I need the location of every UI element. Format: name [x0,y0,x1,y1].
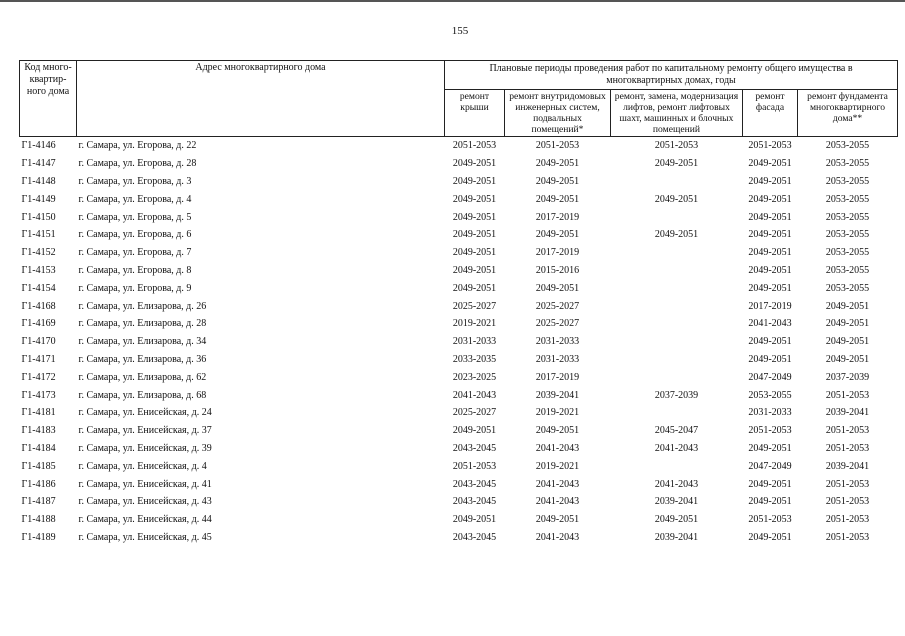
table-row [20,297,898,315]
table-row [20,440,898,458]
cell-address: г. Самара, ул. Егорова, д. 6 [78,229,192,241]
cell-facade: 2049-2051 [748,193,792,205]
cell-elevators: 2051-2053 [611,137,743,155]
cell-foundation: 2053-2055 [825,175,870,187]
cell-code: Г1-4171 [21,353,56,365]
cell-code: Г1-4186 [21,478,56,490]
cell-engineering: 2049-2051 [535,229,580,241]
cell-foundation: 2053-2055 [825,193,870,205]
cell-address: г. Самара, ул. Егорова, д. 9 [78,282,192,294]
cell-engineering: 2015-2016 [535,264,580,276]
cell-elevators [611,351,743,369]
cell-engineering: 2049-2051 [535,193,580,205]
cell-foundation: 2053-2055 [825,247,870,259]
cell-code: Г1-4147 [21,158,56,170]
cell-elevators [611,262,743,280]
cell-roof: 2049-2051 [452,514,497,526]
cell-foundation: 2037-2039 [825,371,870,383]
cell-elevators: 2049-2051 [654,514,699,526]
cell-elevators [611,368,743,386]
cell-foundation: 2053-2055 [825,282,870,294]
table-row [20,137,898,155]
table-row [20,208,898,226]
cell-foundation: 2053-2055 [825,264,870,276]
cell-code: Г1-4146 [20,137,77,155]
cell-roof: 2051-2053 [445,137,505,155]
cell-address: г. Самара, ул. Елизарова, д. 28 [78,318,207,330]
cell-code: Г1-4148 [21,175,56,187]
cell-engineering: 2031-2033 [535,353,580,365]
cell-code: Г1-4170 [21,336,56,348]
cell-elevators [611,244,743,262]
cell-elevators: 2041-2043 [654,442,699,454]
cell-elevators [611,279,743,297]
cell-engineering: 2049-2051 [535,514,580,526]
cell-address: г. Самара, ул. Егорова, д. 5 [78,211,192,223]
cell-facade: 2049-2051 [748,353,792,365]
table-row [20,190,898,208]
header-foundation: ремонт фундамента многоквартирного дома** [798,90,898,137]
cell-facade: 2047-2049 [748,460,792,472]
cell-foundation: 2039-2041 [825,407,870,419]
cell-roof: 2043-2045 [452,442,497,454]
cell-facade: 2049-2051 [748,282,792,294]
cell-address: г. Самара, ул. Енисейская, д. 4 [78,460,207,472]
cell-engineering: 2017-2019 [535,247,580,259]
cell-roof: 2043-2045 [452,496,497,508]
cell-facade: 2053-2055 [748,389,792,401]
cell-code: Г1-4189 [21,531,56,543]
cell-foundation: 2053-2055 [825,158,870,170]
cell-facade: 2049-2051 [748,478,792,490]
cell-address: г. Самара, ул. Егорова, д. 7 [78,247,192,259]
cell-elevators [611,333,743,351]
cell-foundation: 2049-2051 [825,353,870,365]
cell-address: г. Самара, ул. Енисейская, д. 37 [78,425,212,437]
cell-roof: 2041-2043 [452,389,497,401]
table-row [20,279,898,297]
cell-address: г. Самара, ул. Егорова, д. 8 [78,264,192,276]
cell-roof: 2049-2051 [452,282,497,294]
cell-foundation: 2049-2051 [825,336,870,348]
cell-facade: 2049-2051 [748,175,792,187]
cell-engineering: 2041-2043 [535,531,580,543]
table-row [20,511,898,529]
table-row [20,493,898,511]
header-address: Адрес многоквартирного дома [77,61,445,137]
table-row [20,226,898,244]
cell-elevators: 2041-2043 [654,478,699,490]
cell-roof: 2049-2051 [452,211,497,223]
cell-roof: 2049-2051 [452,158,497,170]
cell-facade: 2049-2051 [748,158,792,170]
table-row [20,386,898,404]
cell-code: Г1-4151 [21,229,56,241]
cell-facade: 2051-2053 [748,425,792,437]
cell-address: г. Самара, ул. Енисейская, д. 24 [78,407,212,419]
cell-foundation: 2053-2055 [825,229,870,241]
cell-foundation: 2049-2051 [825,300,870,312]
cell-facade: 2049-2051 [748,442,792,454]
cell-elevators [611,173,743,191]
table-row [20,173,898,191]
table-row [20,262,898,280]
table-row [20,351,898,369]
cell-roof: 2049-2051 [452,264,497,276]
cell-engineering: 2049-2051 [535,158,580,170]
cell-address: г. Самара, ул. Егорова, д. 22 [77,137,445,155]
cell-address: г. Самара, ул. Елизарова, д. 36 [78,353,207,365]
table-row [20,244,898,262]
cell-code: Г1-4187 [21,496,56,508]
cell-code: Г1-4172 [21,371,56,383]
cell-engineering: 2017-2019 [535,211,580,223]
cell-facade: 2017-2019 [748,300,792,312]
cell-code: Г1-4149 [21,193,56,205]
cell-facade: 2049-2051 [748,531,792,543]
cell-facade: 2049-2051 [748,211,792,223]
cell-foundation: 2051-2053 [825,425,870,437]
cell-address: г. Самара, ул. Елизарова, д. 68 [78,389,207,401]
cell-address: г. Самара, ул. Елизарова, д. 62 [78,371,207,383]
cell-foundation: 2051-2053 [825,531,870,543]
cell-engineering: 2041-2043 [535,442,580,454]
cell-foundation: 2051-2053 [825,514,870,526]
cell-engineering: 2041-2043 [535,496,580,508]
cell-elevators: 2039-2041 [654,496,699,508]
cell-engineering: 2017-2019 [535,371,580,383]
cell-engineering: 2025-2027 [535,318,580,330]
cell-elevators [611,315,743,333]
repair-schedule-table [19,60,898,546]
cell-engineering: 2025-2027 [535,300,580,312]
header-periods-group: Плановые периоды проведения работ по капитальному ремонту общего имущества в многоквартирных домах, годы [445,61,898,90]
cell-address: г. Самара, ул. Егорова, д. 3 [78,175,192,187]
table-row [20,475,898,493]
cell-engineering: 2041-2043 [535,478,580,490]
cell-roof: 2049-2051 [452,247,497,259]
cell-elevators: 2037-2039 [654,389,699,401]
cell-foundation: 2039-2041 [825,460,870,472]
cell-roof: 2025-2027 [452,300,497,312]
cell-elevators: 2049-2051 [654,229,699,241]
table-row [20,155,898,173]
cell-code: Г1-4152 [21,247,56,259]
cell-engineering: 2049-2051 [535,282,580,294]
cell-elevators [611,457,743,475]
cell-facade: 2049-2051 [748,336,792,348]
table-row [20,333,898,351]
cell-address: г. Самара, ул. Егорова, д. 4 [78,193,192,205]
cell-foundation: 2051-2053 [825,478,870,490]
cell-engineering: 2049-2051 [535,175,580,187]
cell-roof: 2049-2051 [452,175,497,187]
cell-foundation: 2049-2051 [825,318,870,330]
cell-facade: 2041-2043 [748,318,792,330]
cell-code: Г1-4188 [21,514,56,526]
cell-address: г. Самара, ул. Елизарова, д. 26 [78,300,207,312]
cell-engineering: 2051-2053 [505,137,611,155]
cell-facade: 2049-2051 [748,229,792,241]
table-row [20,404,898,422]
header-engineering: ремонт внутридомовых инженерных систем, подвальных помещений* [505,90,611,137]
cell-code: Г1-4181 [21,407,56,419]
cell-code: Г1-4185 [21,460,56,472]
cell-foundation: 2051-2053 [825,496,870,508]
cell-engineering: 2019-2021 [535,407,580,419]
cell-code: Г1-4168 [21,300,56,312]
cell-roof: 2033-2035 [452,353,497,365]
cell-elevators [611,404,743,422]
cell-facade: 2051-2053 [748,514,792,526]
cell-roof: 2049-2051 [452,193,497,205]
cell-facade: 2047-2049 [748,371,792,383]
header-roof: ремонт крыши [445,90,505,137]
cell-elevators [611,208,743,226]
cell-facade: 2051-2053 [743,137,798,155]
cell-address: г. Самара, ул. Енисейская, д. 43 [78,496,212,508]
cell-address: г. Самара, ул. Енисейская, д. 39 [78,442,212,454]
cell-facade: 2049-2051 [748,496,792,508]
cell-engineering: 2039-2041 [535,389,580,401]
header-elevators: ремонт, замена, модернизация лифтов, ремонт лифтовых шахт, машинных и блочных помещений [611,90,743,137]
cell-engineering: 2031-2033 [535,336,580,348]
cell-address: г. Самара, ул. Елизарова, д. 34 [78,336,207,348]
page-number: 155 [451,25,469,37]
cell-engineering: 2049-2051 [535,425,580,437]
cell-foundation: 2053-2055 [798,137,898,155]
cell-elevators [611,297,743,315]
table-row [20,457,898,475]
cell-roof: 2031-2033 [452,336,497,348]
table-row [20,529,898,547]
cell-elevators: 2045-2047 [654,425,699,437]
table-body [20,137,898,547]
cell-roof: 2023-2025 [452,371,497,383]
cell-code: Г1-4169 [21,318,56,330]
cell-address: г. Самара, ул. Енисейская, д. 45 [78,531,212,543]
cell-facade: 2049-2051 [748,247,792,259]
cell-address: г. Самара, ул. Егорова, д. 28 [78,158,197,170]
cell-roof: 2043-2045 [452,478,497,490]
cell-address: г. Самара, ул. Енисейская, д. 41 [78,478,212,490]
cell-elevators: 2049-2051 [654,193,699,205]
cell-foundation: 2051-2053 [825,442,870,454]
table-row [20,422,898,440]
cell-code: Г1-4183 [21,425,56,437]
header-code: Код много- квартир- ного дома [20,61,77,137]
table-row [20,315,898,333]
cell-engineering: 2019-2021 [535,460,580,472]
table-row [20,368,898,386]
cell-elevators: 2039-2041 [654,531,699,543]
cell-foundation: 2051-2053 [825,389,870,401]
cell-code: Г1-4150 [21,211,56,223]
cell-roof: 2051-2053 [452,460,497,472]
cell-roof: 2019-2021 [452,318,497,330]
cell-facade: 2049-2051 [748,264,792,276]
cell-roof: 2025-2027 [452,407,497,419]
cell-address: г. Самара, ул. Енисейская, д. 44 [78,514,212,526]
page-top-border [0,0,905,2]
cell-facade: 2031-2033 [748,407,792,419]
cell-code: Г1-4173 [21,389,56,401]
cell-code: Г1-4154 [21,282,56,294]
cell-code: Г1-4153 [21,264,56,276]
cell-elevators: 2049-2051 [654,158,699,170]
cell-roof: 2043-2045 [452,531,497,543]
cell-code: Г1-4184 [21,442,56,454]
header-facade: ремонт фасада [743,90,798,137]
cell-roof: 2049-2051 [452,425,497,437]
table-header [20,61,898,137]
cell-foundation: 2053-2055 [825,211,870,223]
cell-roof: 2049-2051 [452,229,497,241]
